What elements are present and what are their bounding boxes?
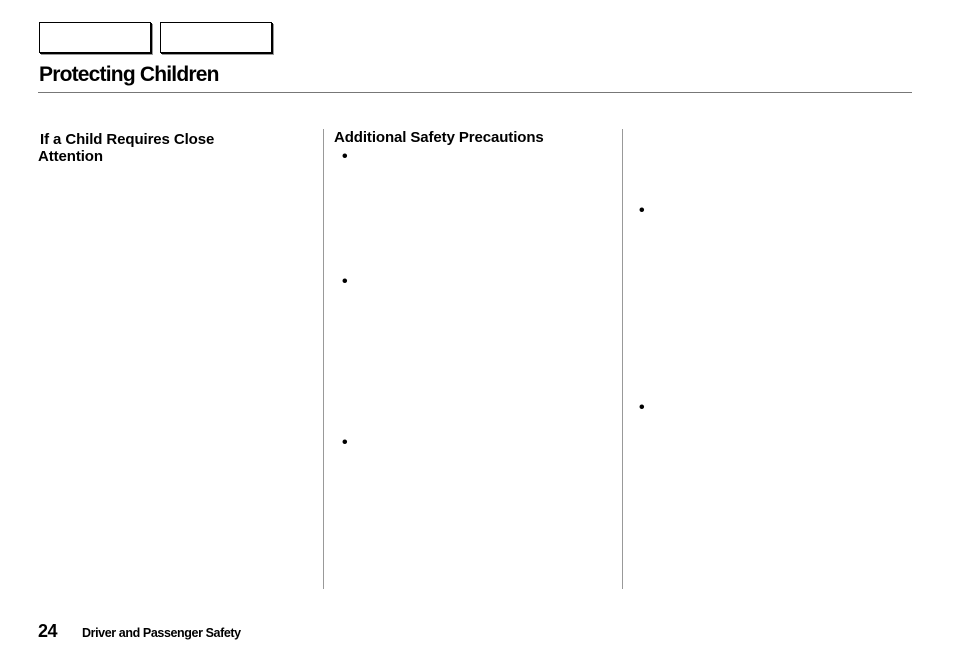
bullet-point: • <box>342 273 348 290</box>
column-divider-2 <box>622 129 623 589</box>
page-title: Protecting Children <box>39 63 219 86</box>
bullet-point: • <box>639 399 645 416</box>
bullet-point: • <box>342 434 348 451</box>
nav-button-1[interactable] <box>39 22 151 53</box>
page-number: 24 <box>38 621 58 641</box>
column-divider-1 <box>323 129 324 589</box>
section-name: Driver and Passenger Safety <box>82 626 241 640</box>
title-divider <box>38 92 912 93</box>
heading-safety-precautions: Additional Safety Precautions <box>334 129 544 146</box>
heading-close-attention: If a Child Requires Close Attention <box>38 131 215 165</box>
bullet-point: • <box>639 202 645 219</box>
nav-button-2[interactable] <box>160 22 272 53</box>
bullet-point: • <box>342 148 348 165</box>
